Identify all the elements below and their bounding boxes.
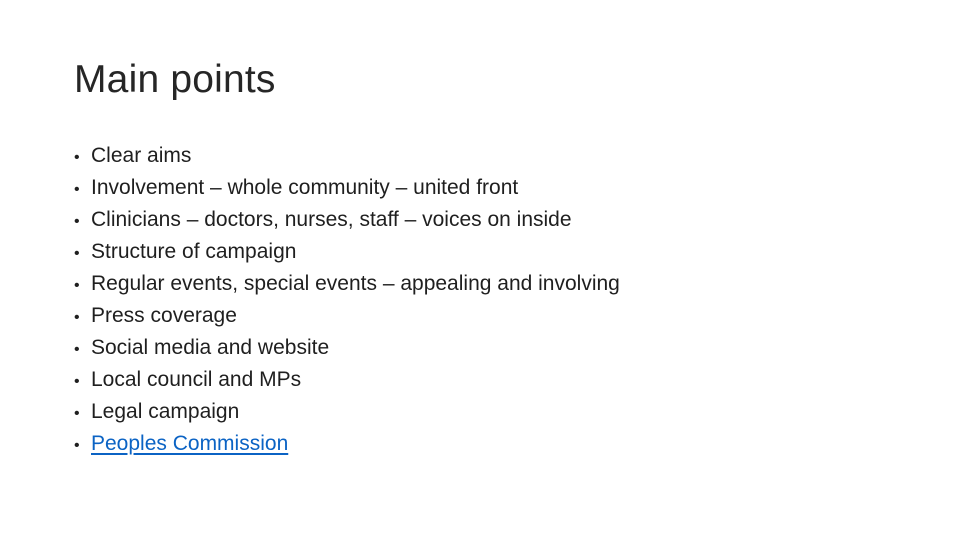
- bullet-icon: •: [74, 309, 80, 326]
- list-item: [74, 268, 620, 300]
- list-item-text: Involvement – whole community – united front: [91, 176, 519, 199]
- list-item: [74, 172, 620, 204]
- bullet-icon: •: [74, 373, 80, 390]
- list-item-text: Legal campaign: [91, 400, 240, 423]
- bullet-icon: •: [74, 149, 80, 166]
- list-item-text: Press coverage: [91, 304, 237, 327]
- list-item-text: Local council and MPs: [91, 368, 302, 391]
- bullet-icon: •: [74, 277, 80, 294]
- list-item: [74, 300, 620, 332]
- list-item: [74, 140, 620, 172]
- list-item: [74, 204, 620, 236]
- list-item: [74, 364, 620, 396]
- bullet-icon: •: [74, 437, 80, 454]
- list-item: [74, 236, 620, 268]
- list-item-text: Clear aims: [91, 144, 192, 167]
- bullet-icon: •: [74, 181, 80, 198]
- peoples-commission-link[interactable]: Peoples Commission: [91, 432, 289, 455]
- bullet-icon: •: [74, 245, 80, 262]
- list-item-text: Social media and website: [91, 336, 330, 359]
- list-item-text: Regular events, special events – appealing and involving: [91, 272, 620, 295]
- bullet-icon: •: [74, 213, 80, 230]
- bullet-icon: •: [74, 405, 80, 422]
- list-item: [74, 428, 620, 460]
- bullet-icon: •: [74, 341, 80, 358]
- list-item: [74, 396, 620, 428]
- slide-title: Main points: [74, 58, 276, 101]
- list-item: [74, 332, 620, 364]
- bullet-list: [74, 140, 620, 460]
- list-item-text: Structure of campaign: [91, 240, 297, 263]
- list-item-text: Clinicians – doctors, nurses, staff – voices on inside: [91, 208, 572, 231]
